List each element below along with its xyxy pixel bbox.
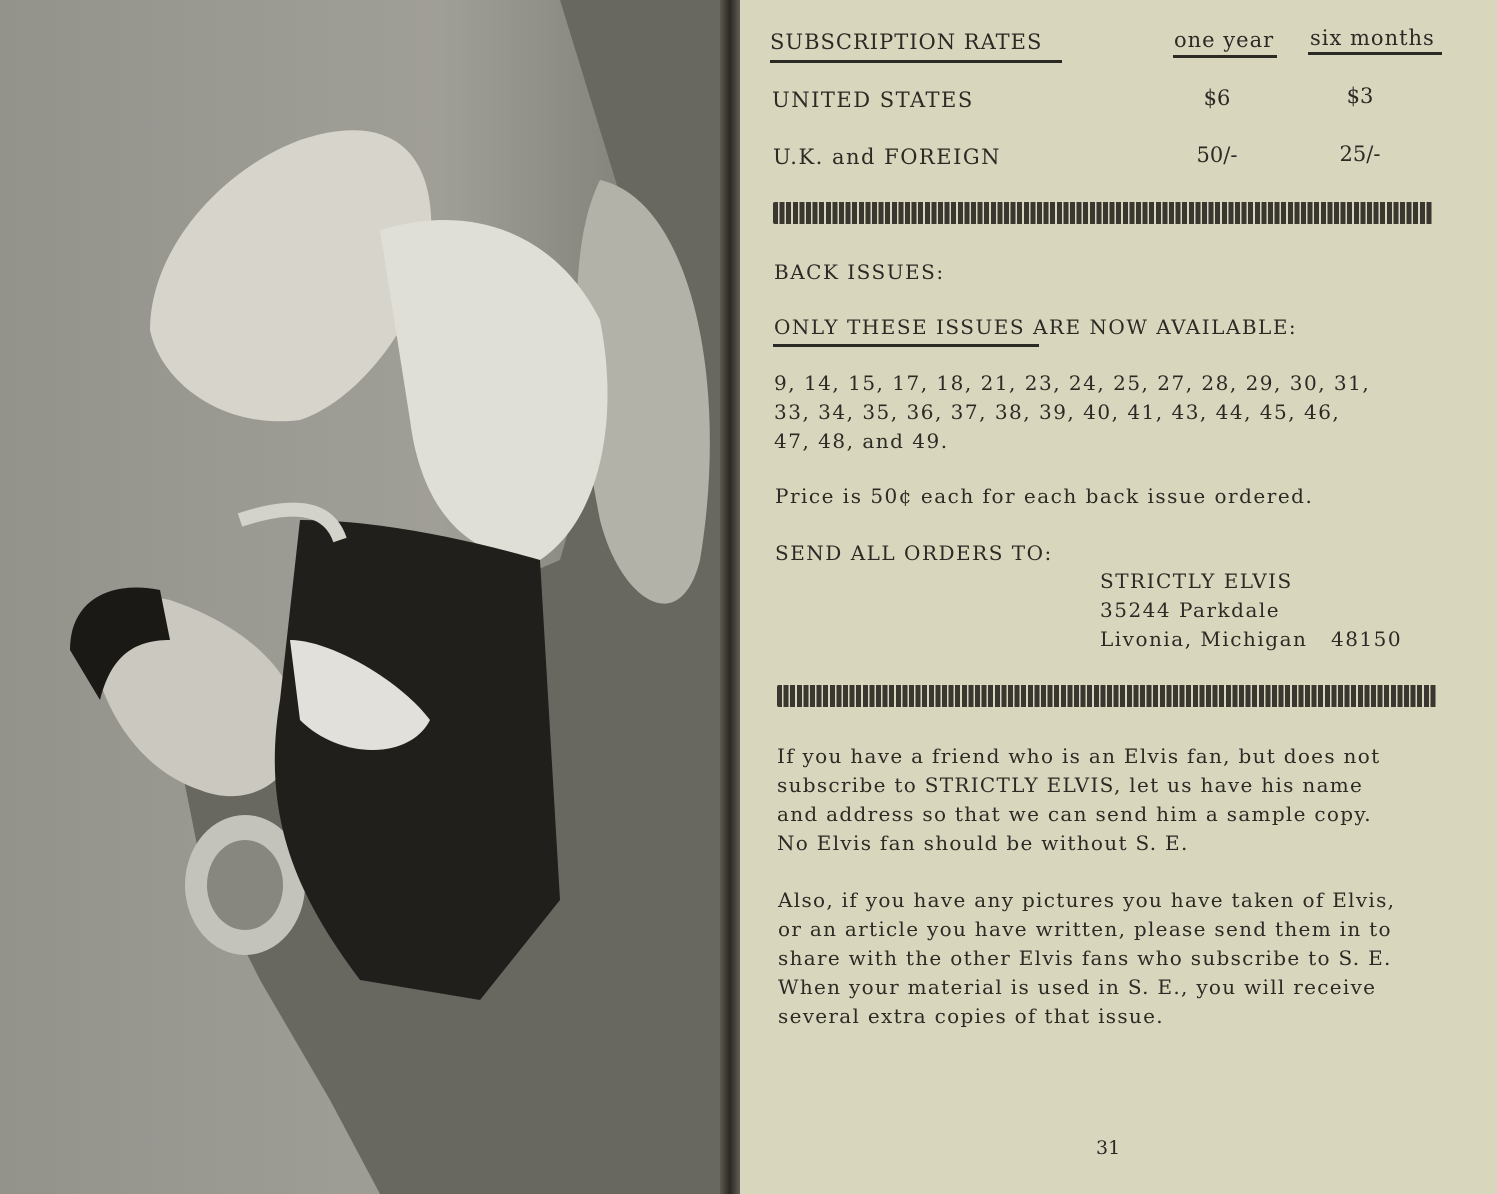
paragraph-line: or an article you have written, please send them in to xyxy=(778,917,1392,941)
available-underline xyxy=(773,344,1039,347)
heading-underline xyxy=(770,60,1062,63)
back-issues-heading: BACK ISSUES: xyxy=(774,260,945,284)
issue-list-line: 9, 14, 15, 17, 18, 21, 23, 24, 25, 27, 28, 29, 30, 31, xyxy=(774,371,1371,395)
available-rest: ARE NOW AVAILABLE: xyxy=(1032,315,1298,339)
friend-paragraph xyxy=(777,742,1477,858)
ornamental-divider xyxy=(777,685,1437,707)
rate-row-one-year: 50/- xyxy=(1196,143,1238,167)
address-line: Livonia, Michigan 48150 xyxy=(1100,627,1403,651)
issue-list-line: 33, 34, 35, 36, 37, 38, 39, 40, 41, 43, 44, 45, 46, xyxy=(774,400,1341,424)
rate-row-region: UNITED STATES xyxy=(772,88,974,112)
available-line xyxy=(774,315,1297,339)
price-line: Price is 50¢ each for each back issue ordered. xyxy=(775,484,1314,508)
rate-row-six-months: 25/- xyxy=(1339,142,1381,166)
issue-list-line: 47, 48, and 49. xyxy=(774,429,949,453)
left-page-photo xyxy=(0,0,732,1194)
pictures-paragraph xyxy=(778,886,1488,1031)
right-page-text xyxy=(740,0,1497,1194)
paragraph-line: When your material is used in S. E., you will receive xyxy=(778,975,1377,999)
paragraph-line: several extra copies of that issue. xyxy=(778,1004,1164,1028)
col-six-months-underline xyxy=(1308,52,1442,55)
paragraph-line: and address so that we can send him a sample copy. xyxy=(777,802,1372,826)
orders-heading: SEND ALL ORDERS TO: xyxy=(775,541,1053,565)
paragraph-line: Also, if you have any pictures you have taken of Elvis, xyxy=(778,888,1396,912)
ornamental-divider xyxy=(773,202,1433,224)
available-underlined: ONLY THESE ISSUES xyxy=(774,315,1026,339)
paragraph-line: subscribe to STRICTLY ELVIS, let us have his name xyxy=(777,773,1364,797)
address-line: 35244 Parkdale xyxy=(1100,598,1281,622)
paragraph-line: share with the other Elvis fans who subscribe to S. E. xyxy=(778,946,1392,970)
rate-row-six-months: $3 xyxy=(1346,84,1374,108)
rate-row-one-year: $6 xyxy=(1203,86,1231,110)
subscription-heading: SUBSCRIPTION RATES xyxy=(770,30,1043,54)
paragraph-line: No Elvis fan should be without S. E. xyxy=(777,831,1189,855)
photo-illustration xyxy=(0,0,732,1194)
address-line: STRICTLY ELVIS xyxy=(1100,569,1293,593)
rate-row-region: U.K. and FOREIGN xyxy=(773,145,1002,169)
paragraph-line: If you have a friend who is an Elvis fan, but does not xyxy=(777,744,1381,768)
book-gutter xyxy=(720,0,742,1194)
page-number: 31 xyxy=(1096,1137,1121,1159)
col-one-year-underline xyxy=(1173,55,1277,58)
col-six-months: six months xyxy=(1310,26,1435,50)
col-one-year: one year xyxy=(1174,28,1275,52)
